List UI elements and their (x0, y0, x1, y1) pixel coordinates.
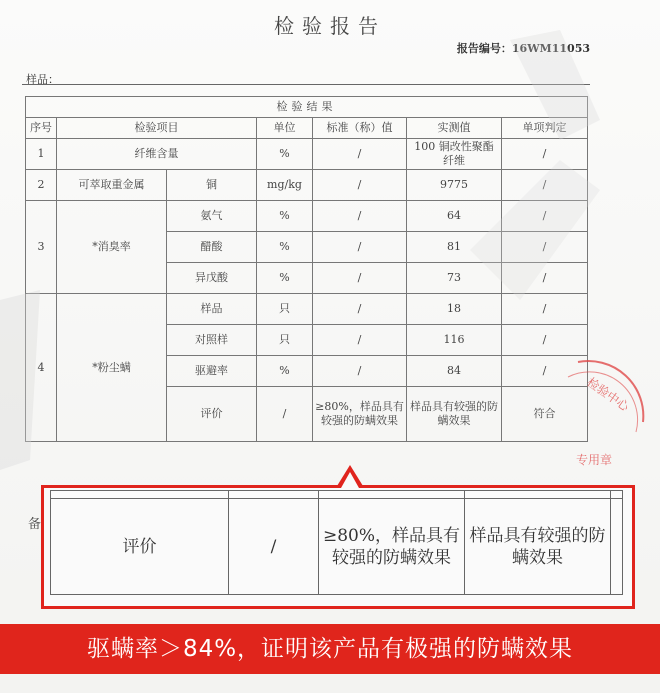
row-judge: 符合 (502, 387, 588, 442)
row-standard: / (313, 170, 407, 201)
header-judge: 单项判定 (502, 118, 588, 139)
row-unit: % (257, 139, 313, 170)
row-sub: 评价 (167, 387, 257, 442)
row-unit: mg/kg (257, 170, 313, 201)
row-group: *消臭率 (57, 201, 167, 294)
remark-label: 备 (28, 517, 42, 532)
row-sub: 醋酸 (167, 232, 257, 263)
row-judge: / (502, 170, 588, 201)
row-sub: 铜 (167, 170, 257, 201)
row-judge: / (502, 201, 588, 232)
zoom-judge-edge (611, 499, 623, 595)
row-standard: / (313, 139, 407, 170)
table-row (26, 294, 588, 325)
row-no: 3 (26, 201, 57, 294)
row-standard: / (313, 325, 407, 356)
report-number: 报告编号：16WM11053 (456, 42, 590, 55)
row-sub: 对照样 (167, 325, 257, 356)
svg-text:检验中心: 检验中心 (584, 374, 632, 414)
row-unit: % (257, 263, 313, 294)
zoom-measured: 样品具有较强的防螨效果 (465, 499, 611, 595)
row-group: *粉尘螨 (57, 294, 167, 442)
row-no: 1 (26, 139, 57, 170)
row-measured: 73 (407, 263, 502, 294)
row-measured: 样品具有较强的防螨效果 (407, 387, 502, 442)
row-standard: / (313, 201, 407, 232)
table-caption: 检验结果 (26, 97, 588, 118)
row-standard: / (313, 263, 407, 294)
row-sub: 样品 (167, 294, 257, 325)
row-unit: % (257, 232, 313, 263)
row-measured: 81 (407, 232, 502, 263)
row-judge: / (502, 325, 588, 356)
row-standard: / (313, 294, 407, 325)
row-measured: 64 (407, 201, 502, 232)
row-unit: 只 (257, 325, 313, 356)
row-no: 4 (26, 294, 57, 442)
table-row (26, 201, 588, 232)
row-standard: / (313, 356, 407, 387)
row-standard: / (313, 232, 407, 263)
zoom-item: 评价 (51, 499, 229, 595)
svg-text:专用章: 专用章 (576, 453, 613, 467)
row-judge: / (502, 356, 588, 387)
row-sub: 驱避率 (167, 356, 257, 387)
row-unit: % (257, 356, 313, 387)
row-no: 2 (26, 170, 57, 201)
row-judge: / (502, 294, 588, 325)
row-measured: 18 (407, 294, 502, 325)
row-judge: / (502, 139, 588, 170)
row-unit: % (257, 201, 313, 232)
zoom-table (50, 490, 623, 595)
results-table (25, 96, 588, 442)
row-unit: / (257, 387, 313, 442)
table-row (26, 139, 588, 170)
table-row (26, 170, 588, 201)
row-measured: 100 铜改性聚酯纤维 (407, 139, 502, 170)
divider (22, 84, 590, 85)
row-measured: 116 (407, 325, 502, 356)
row-standard: ≥80%，样品具有较强的防螨效果 (313, 387, 407, 442)
row-judge: / (502, 232, 588, 263)
conclusion-banner: 驱螨率＞84%，证明该产品有极强的防螨效果 (0, 624, 660, 674)
zoom-pointer-fill (341, 472, 359, 488)
row-judge: / (502, 263, 588, 294)
header-unit: 单位 (257, 118, 313, 139)
row-item: 纤维含量 (57, 139, 257, 170)
row-sub: 异戊酸 (167, 263, 257, 294)
header-standard: 标准（称）值 (313, 118, 407, 139)
sample-label: 样品： (26, 73, 59, 86)
header-no: 序号 (26, 118, 57, 139)
header-measured: 实测值 (407, 118, 502, 139)
row-sub: 氨气 (167, 201, 257, 232)
zoom-standard: ≥80%，样品具有较强的防螨效果 (319, 499, 465, 595)
row-measured: 9775 (407, 170, 502, 201)
header-item: 检验项目 (57, 118, 257, 139)
row-measured: 84 (407, 356, 502, 387)
row-group: 可萃取重金属 (57, 170, 167, 201)
row-unit: 只 (257, 294, 313, 325)
zoom-unit: / (229, 499, 319, 595)
report-title: 检验报告 (274, 14, 386, 38)
